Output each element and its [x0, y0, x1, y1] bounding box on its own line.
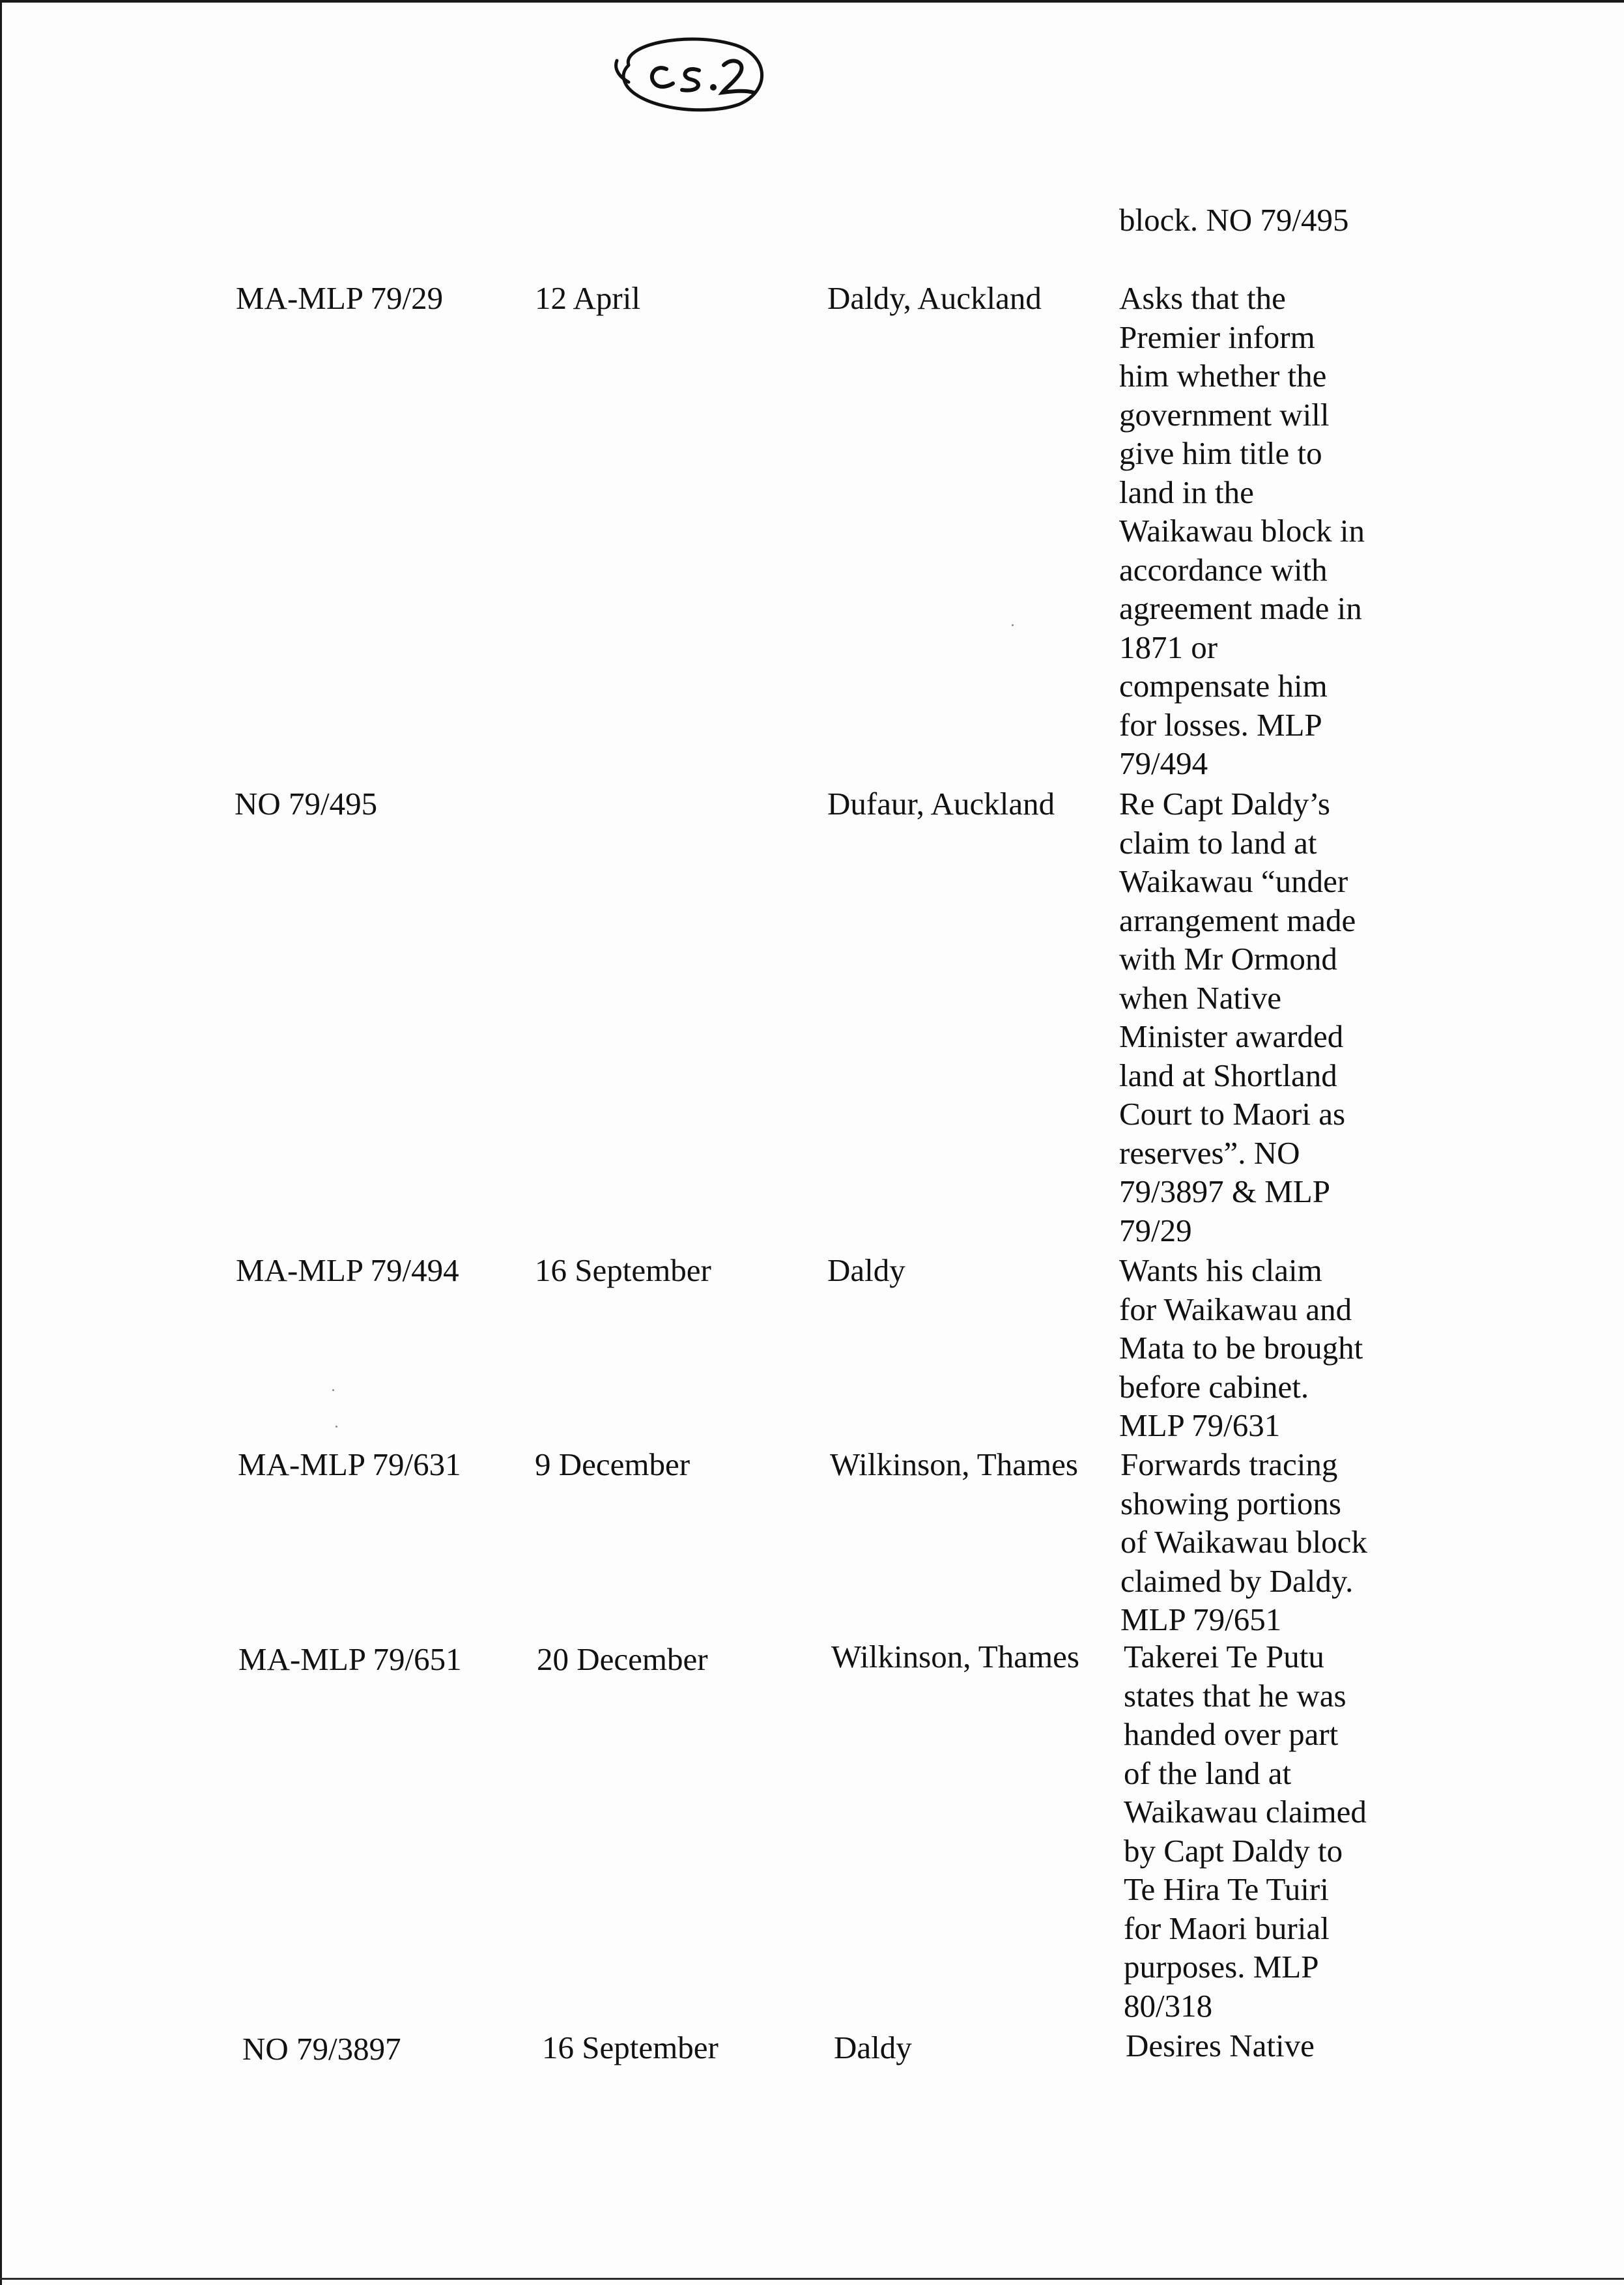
record-correspondent: Dufaur, Auckland: [827, 786, 1055, 822]
continued-description-note: block. NO 79/495: [1119, 202, 1349, 238]
record-correspondent: Daldy: [834, 2030, 912, 2065]
record-correspondent: Daldy, Auckland: [827, 280, 1042, 316]
scan-edge-bottom: [0, 2278, 1624, 2280]
record-reference: MA-MLP 79/631: [238, 1446, 461, 1482]
record-description: Wants his claim for Waikawau and Mata to be brought before cabinet. MLP 79/631: [1119, 1252, 1363, 1443]
record-date: 12 April: [535, 280, 640, 316]
handwritten-circled-annotation: [609, 25, 772, 116]
record-reference: MA-MLP 79/494: [236, 1252, 459, 1288]
record-reference: NO 79/495: [235, 786, 378, 822]
record-description: Takerei Te Putu states that he was handed over part of the land at Waikawau claimed by Capt Daldy to Te Hira Te Tuiri for Maori burial purposes. MLP 80/318: [1124, 1639, 1367, 2024]
scan-speck: [1012, 624, 1014, 626]
record-description: Re Capt Daldy’s claim to land at Waikawau “under arrangement made with Mr Ormond when Native Minister awarded land at Shortland Court to Maori as reserves”. NO 79/3897 & MLP 79/29: [1119, 786, 1356, 1248]
record-correspondent: Daldy: [827, 1252, 905, 1288]
scan-edge-left: [0, 0, 2, 2285]
record-correspondent: Wilkinson, Thames: [831, 1639, 1079, 1674]
record-description: Desires Native: [1126, 2028, 1315, 2063]
scan-speck: [335, 1426, 337, 1428]
record-date: 9 December: [535, 1446, 691, 1482]
record-reference: MA-MLP 79/651: [238, 1641, 462, 1677]
record-date: 16 September: [542, 2030, 719, 2065]
scan-speck: [332, 1389, 334, 1391]
record-correspondent: Wilkinson, Thames: [830, 1446, 1078, 1482]
record-date: 20 December: [537, 1641, 708, 1677]
record-reference: NO 79/3897: [242, 2031, 401, 2067]
scan-edge-top: [0, 0, 1624, 3]
record-description: Asks that the Premier inform him whether the government will give him title to land in the Waikawau block in accordance with agreement made in 1871 or compensate him for losses. MLP 79/494: [1119, 280, 1365, 781]
record-date: 16 September: [535, 1252, 711, 1288]
record-description: Forwards tracing showing portions of Waikawau block claimed by Daldy. MLP 79/651: [1120, 1446, 1367, 1637]
record-reference: MA-MLP 79/29: [236, 280, 444, 316]
